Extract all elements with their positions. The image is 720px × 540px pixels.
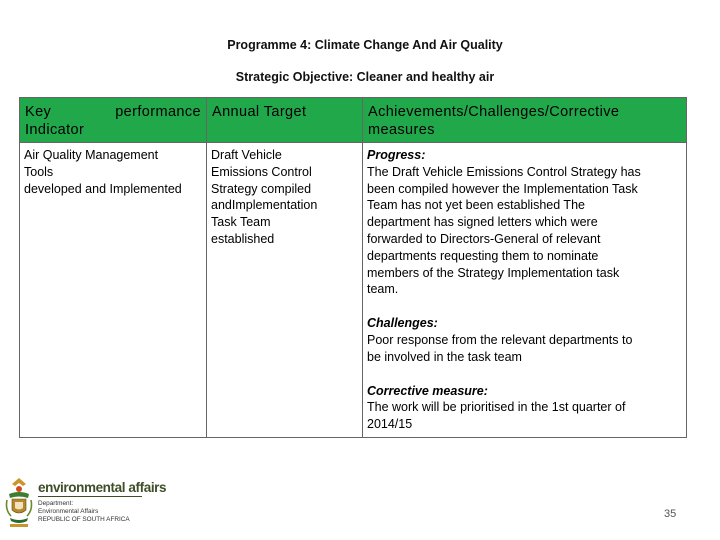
header-kpi-word-indicator: Indicator [25,122,85,138]
challenges-line: Poor response from the relevant departments to [367,332,633,347]
progress-label: Progress: [367,148,426,162]
challenges-line: be involved in the task team [367,349,522,364]
target-line: andImplementation [211,198,318,213]
challenges-label: Challenges: [367,316,438,331]
header-kpi-word-performance: performance [115,104,201,120]
target-line: Task Team [211,215,271,230]
page-number: 35 [664,508,677,520]
header-annual-target [207,98,363,143]
progress-line: members of the Strategy Implementation task [367,265,620,280]
corrective-line: The work will be prioritised in the 1st quarter of [367,400,626,415]
coat-of-arms-icon [4,476,34,532]
progress-line: department has signed letters which were [367,215,598,230]
programme-title: Programme 4: Climate Change And Air Quality [227,38,503,52]
logo-country: REPUBLIC OF SOUTH AFRICA [38,516,130,523]
header-achievements [363,98,687,143]
strategic-objective: Strategic Objective: Cleaner and healthy air [235,70,495,84]
header-kpi-word-key: Key [25,104,52,120]
kpi-line: Air Quality Management [24,148,159,162]
header-kpi [20,98,207,143]
target-line: Emissions Control [211,164,312,179]
table-row [20,143,687,438]
corrective-line: 2014/15 [367,417,413,432]
progress-line: Team has not yet been established The [367,198,585,213]
kpi-line: developed and Implemented [24,181,182,196]
logo-brand-text: environmental affairs [38,480,167,495]
cell-achievements [363,143,687,438]
header-achievements-line1: Achievements/Challenges/Corrective [368,104,620,120]
progress-line: been compiled however the Implementation Task [367,181,638,196]
header-annual-target-label: Annual Target [212,104,307,120]
logo-department-name: Environmental Affairs [38,508,99,515]
cell-kpi [20,143,207,438]
kpi-line: Tools [24,164,54,179]
cell-annual-target [207,143,363,438]
progress-line: departments requesting them to nominate [367,248,599,263]
table-header-row [20,98,687,143]
progress-line: forwarded to Directors-General of relevant [367,231,601,246]
department-logo [0,470,167,536]
target-line: Draft Vehicle [211,148,282,162]
corrective-label: Corrective measure: [367,383,488,398]
target-line: Strategy compiled [211,181,312,196]
progress-line: The Draft Vehicle Emissions Control Strategy has [367,164,641,179]
target-line: established [211,231,275,246]
performance-table [19,97,687,438]
logo-department-label: Department: [38,500,74,507]
progress-line: team. [367,282,399,297]
header-achievements-line2: measures [368,122,435,138]
